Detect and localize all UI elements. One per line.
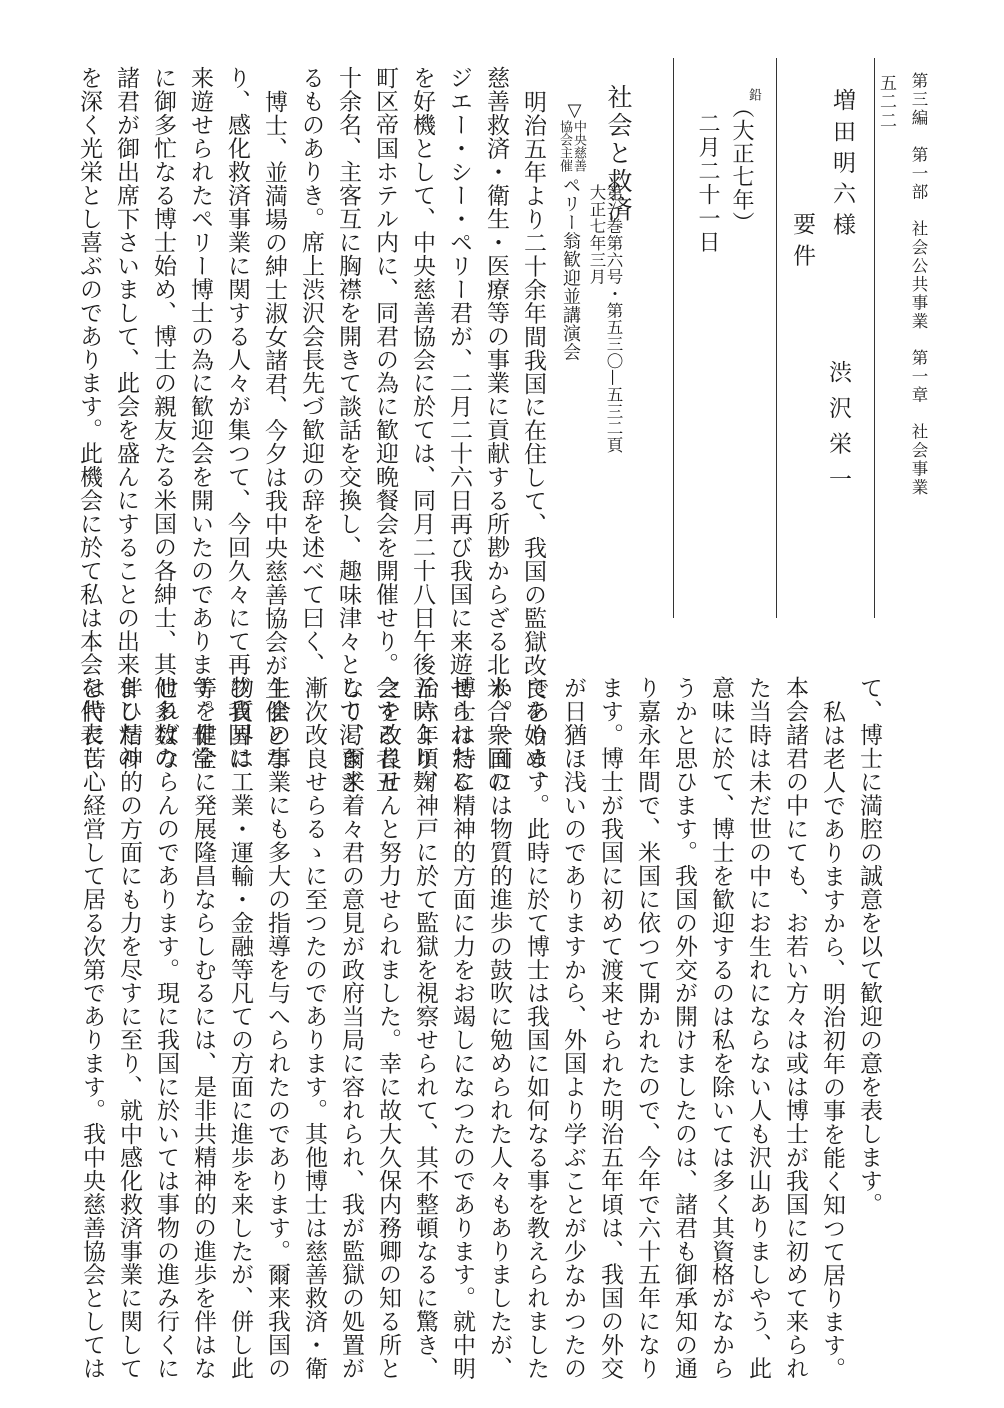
event-title: ペリー翁歓迎並講演会 [560, 176, 581, 362]
lower-body-column: は特に苦心経営して居る次第であります。我中央慈善協会としては [79, 676, 105, 1380]
lower-body-column: うかと思ひます。我国の外交が開けましたのは、諸君も御承知の通 [671, 676, 697, 1380]
upper-body-column: 諸君が御出席下さいまして、此会を盛んにすることの出来ましたの [113, 66, 139, 770]
letter-box-divider [776, 58, 777, 618]
lower-body-column: 本会諸君の中にても、お若い方々は或は博士が我国に初めて来られ [782, 676, 808, 1380]
lower-body-column: か。一面には物質的進歩の鼓吹に勉められた人々もありましたが、 [486, 676, 512, 1380]
upper-body-column: 十余名、主客互に胸襟を開きて談話を交換し、趣味津々として渇きざ [335, 66, 361, 794]
lower-body-column: て、博士に満腔の誠意を以て歓迎の意を表します。 [856, 676, 882, 1216]
upper-body-column: り、感化救済事業に関する人々が集つて、今回久々にて再び我国に [224, 66, 250, 770]
upper-body-column: を好機として、中央慈善協会に於ては、同月二十八日午後五時より麹 [409, 66, 435, 794]
lower-body-column: 等を健全に発展隆昌ならしむるには、是非共精神的の進歩を伴はな [190, 676, 216, 1380]
lower-body-column: 私は老人でありますから、明治初年の事を能く知つて居ります。 [819, 700, 845, 1381]
upper-body-column: 明治五年より二十余年間我国に在住して、我国の監獄改良を始め、 [520, 90, 546, 794]
lower-body-column: 意味に於て、博士を歓迎するのは私を除いては多く其資格がなから [708, 676, 734, 1380]
section-title: 社会と救済 [604, 84, 633, 224]
source-citation-date: 大正七年三月 [587, 184, 606, 285]
running-header: 第三編 第一部 社会公共事業 第一章 社会事業 [909, 72, 928, 498]
upper-body-column: 博士、並満場の紳士淑女諸君、今夕は我中央慈善協会が主催とな [261, 90, 287, 771]
lower-body-column: 之を改良せんと努力せられました。幸に故大久保内務卿の知る所と [375, 676, 401, 1380]
lower-body-column: ます。博士が我国に初めて渡来せられた明治五年頃は、我国の外交 [597, 676, 623, 1380]
lower-body-column: 生会の事業にも多大の指導を与へられたのであります。爾来我国の [264, 676, 290, 1380]
lower-body-column: なり、爾来着々君の意見が政府当局に容れられ、我が監獄の処置が [338, 676, 364, 1380]
lower-body-column: 漸次改良せらるゝに至つたのであります。其他博士は慈善救済・衛 [301, 676, 327, 1380]
lower-body-column: 治六年頃、神戸に於て監獄を視察せられて、其不整頓なるに驚き、 [412, 676, 438, 1380]
lower-body-column: ければならんのであります。現に我国に於いては事物の進み行くに [153, 676, 179, 1380]
source-citation-volume: 第一巻第六号・第五三〇—五三二頁 [604, 184, 623, 454]
lower-body-column: が日猶ほ浅いのでありますから、外国より学ぶことが少なかつたの [560, 676, 586, 1380]
upper-body-column: 来遊せられたペリー博士の為に歓迎会を開いたのであります。非常 [187, 66, 213, 770]
lower-body-column: であります。此時に於て博士は我国に如何なる事を教えられました [523, 676, 549, 1380]
lower-body-column: 物質界は工業・運輸・金融等凡ての方面に進歩を来したが、併し此 [227, 676, 253, 1380]
upper-body-column: ジエー・シー・ペリー君が、二月二十六日再び我国に来遊せられたる [446, 66, 472, 794]
upper-body-column: 慈善救済・衛生・医療等の事業に貢献する所尠からざる北米合衆国の [483, 66, 509, 794]
upper-body-column: を深く光栄とし喜ぶのであります。此機会に於て私は本会を代表し [76, 66, 102, 770]
letter-subject: 要件 [789, 212, 815, 275]
lower-body-column: 博士は特に精神的方面に力をお竭しになつたのであります。就中明 [449, 676, 475, 1380]
lower-body-column: り嘉永年間で、米国に依つて開かれたので、今年で六十五年になり [634, 676, 660, 1380]
event-organizer-line-2: 協会主催 [557, 120, 572, 172]
letter-recipient: 増田明六様 [829, 88, 855, 244]
lower-body-column: 伴ひ精神的の方面にも力を尽すに至り、就中感化救済事業に関して [116, 676, 142, 1380]
letter-date: 二月二十一日 [695, 112, 720, 255]
event-organizer-line-1: 中央慈善 [571, 120, 586, 172]
letter-date-year: （大正七年） [729, 96, 754, 235]
upper-body-column: に御多忙なる博士始め、博士の親友たる米国の各紳士、其他多数の [150, 66, 176, 770]
letter-date-annotation: 鉛 [746, 88, 761, 101]
letter-sender: 渋沢栄一 [825, 360, 851, 503]
lower-body-column: た当時は未だ世の中にお生れにならない人も沢山ありましやう、此 [745, 676, 771, 1380]
upper-body-column: るものありき。席上渋沢会長先づ歓迎の辞を述べて曰く、 [298, 66, 324, 676]
event-marker: ▽ [564, 100, 585, 121]
page-number: 五二二 [876, 74, 896, 131]
upper-body-column: 町区帝国ホテル内に、同君の為に歓迎晩餐会を開催せり。会する者五 [372, 66, 398, 794]
